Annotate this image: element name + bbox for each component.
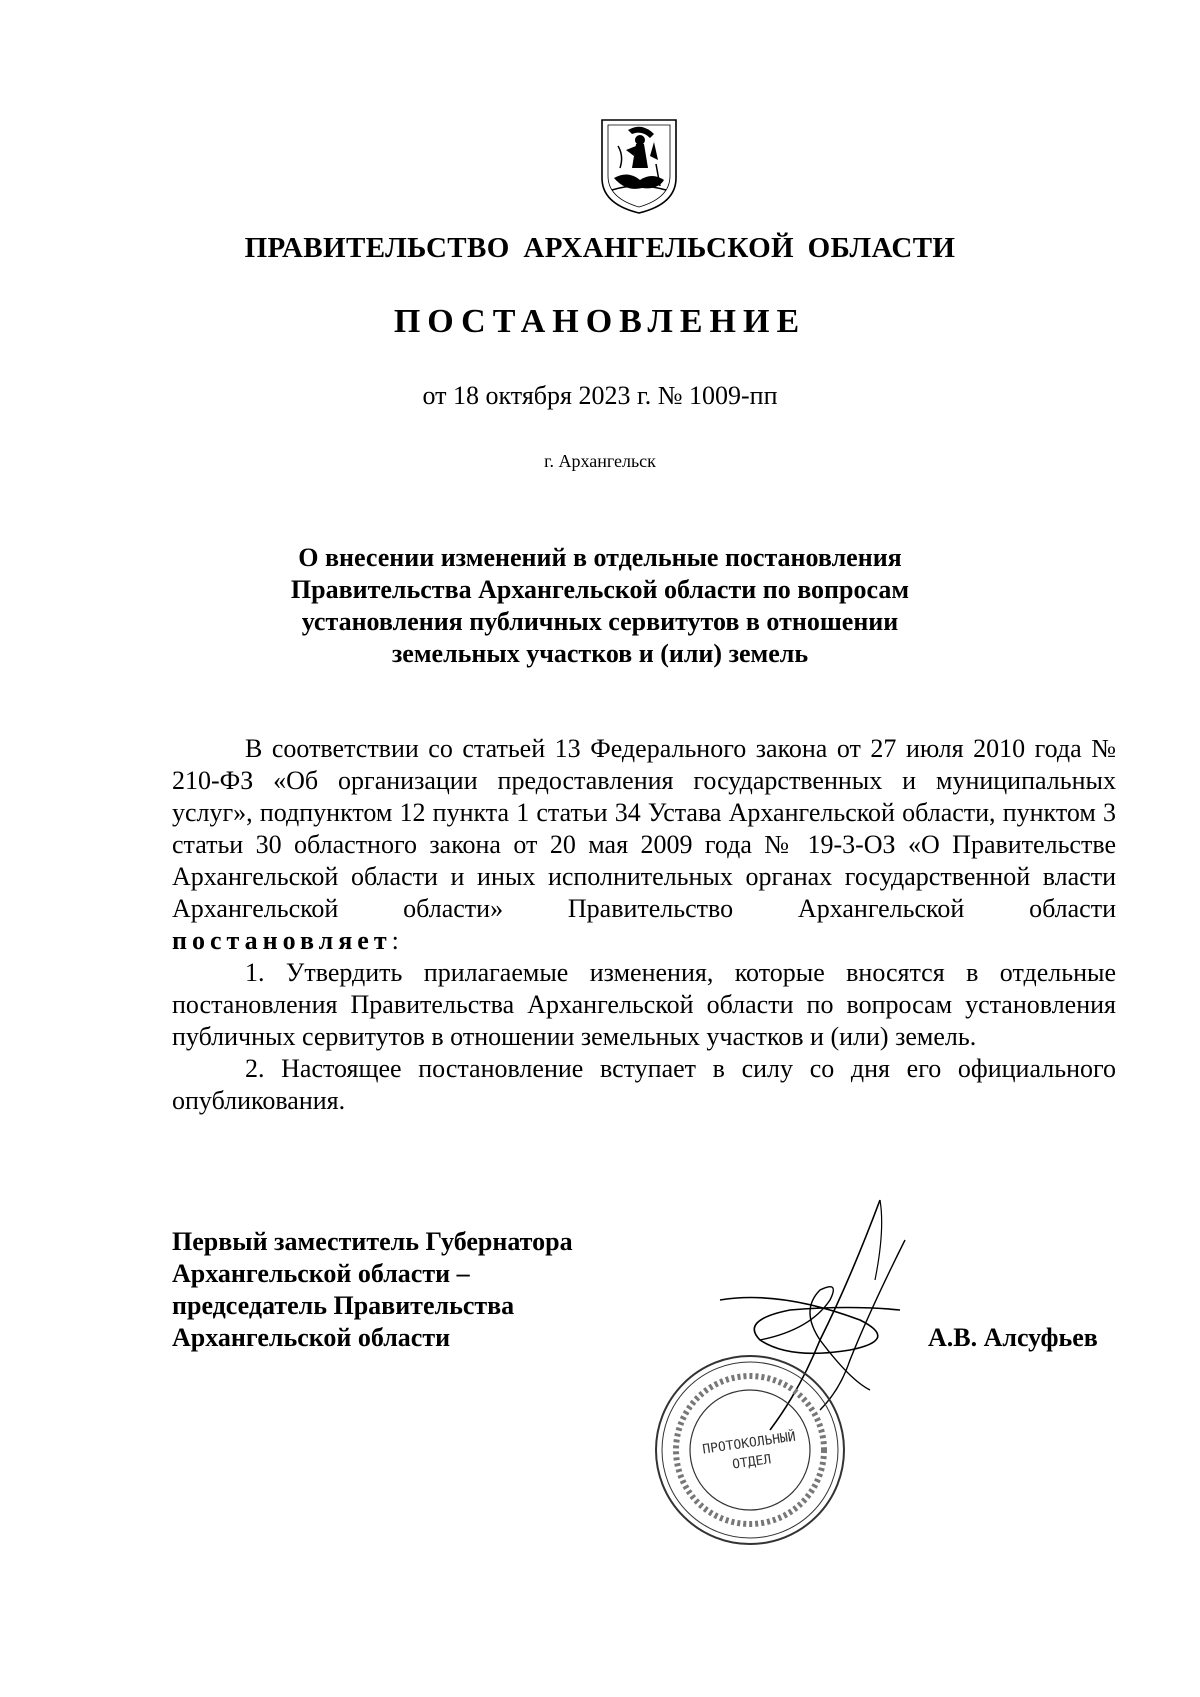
signatory-position (172, 1226, 652, 1354)
item-paragraph: 1. Утвердить прилагаемые изменения, которые вносятся в отдельные постановления Правительства Архангельской области по вопросам установления публичных сервитутов в отношении земельных участков и (или) земель. (172, 958, 1116, 1051)
signatory-position-line: Первый заместитель Губернатора (172, 1227, 573, 1256)
organization-title: ПРАВИТЕЛЬСТВО АРХАНГЕЛЬСКОЙ ОБЛАСТИ (244, 232, 956, 264)
signatory-name: А.В. Алсуфьев (928, 1323, 1098, 1352)
official-stamp (650, 1350, 850, 1550)
preamble-paragraph (172, 733, 1116, 957)
signatory-position-line: председатель Правительства (172, 1291, 515, 1320)
preamble-text: В соответствии со статьей 13 Федерального закона от 27 июля 2010 года № 210-ФЗ «Об организации предоставления государственных и муниципальных услуг», подпунктом 12 пункта 1 статьи 34 Устава Архангельской области, пунктом 3 статьи 30 областного закона от 20 мая 2009 года № 19-3-ОЗ «О Правительстве Архангельской области и иных исполнительных органах государственной власти Архангельской области» Правительство Архангельской области (172, 734, 1116, 923)
document-body (172, 733, 1116, 1117)
document-city: г. Архангельск (544, 451, 656, 471)
subject-line: установления публичных сервитутов в отношении (301, 607, 899, 636)
subject-line: О внесении изменений в отдельные постановления (298, 543, 902, 572)
signatory-position-line: Архангельской области (172, 1323, 451, 1352)
decree-colon: : (391, 926, 399, 955)
decree-word: постановляет (172, 926, 392, 955)
signatory-position-line: Архангельской области – (172, 1259, 470, 1288)
item-paragraph: 2. Настоящее постановление вступает в силу со дня его официального опубликования. (172, 1054, 1116, 1115)
document-type: ПОСТАНОВЛЕНИЕ (393, 303, 807, 340)
document-date-number: от 18 октября 2023 г. № 1009-пп (422, 381, 778, 410)
stamp-center-line-1: ПРОТОКОЛЬНЫЙ (701, 1429, 797, 1458)
document-subject (270, 542, 930, 670)
subject-line: Правительства Архангельской области по вопросам (290, 575, 910, 604)
stamp-center-line-2: ОТДЕЛ (731, 1452, 773, 1473)
coat-of-arms-emblem (598, 116, 680, 216)
subject-line: земельных участков и (или) земель (391, 639, 809, 668)
